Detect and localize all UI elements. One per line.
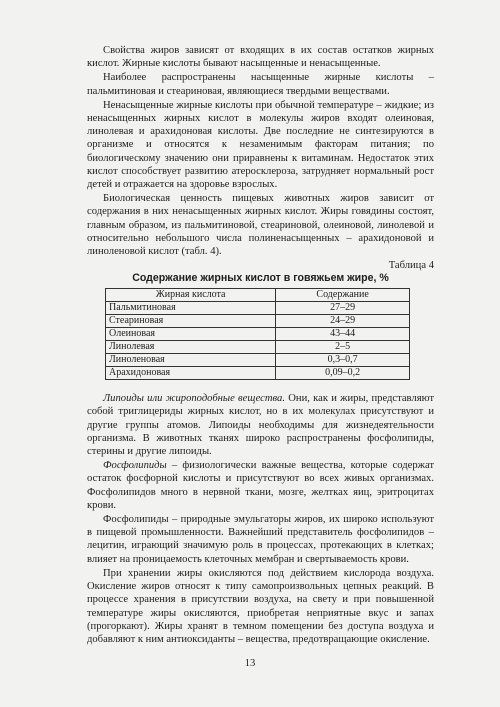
paragraph-oxidation: При хранении жиры окисляются под действием кислорода воздуха. Окисление жиров относят к типу самопроизвольных цепных реакций. В процессе хранения в присутствии воздуха, на свету и при повышенной температуре жиры окисляются, приобретая неприятные вкус и запах (прогоркают). Жиры хранят в темном помещении без доступа воздуха и добавляют к ним антиоксиданты – вещества, предотвращающие окисление. — [87, 567, 434, 645]
table-row — [106, 328, 410, 341]
acid-content: 43–44 — [276, 328, 410, 341]
lipoids-text: Они, как и жиры, представляют собой триглицериды жирных кислот, но в их молекулах присутствуют и другие группы атомов. Липоиды необходимы для жизнедеятельности организма. В животных тканях широко распространены фосфолипиды, стерины и другие липоиды. — [87, 393, 434, 458]
paragraph-emulsifiers: Фосфолипиды – природные эмульгаторы жиров, их широко используют в пищевой промышленности. Важнейший представитель фосфолипидов – лецитин, играющий значимую роль в процессах, протекающих в клетках; влияет на проницаемость клеточных мембран и свертываемость крови. — [87, 514, 434, 565]
acid-name: Линоленовая — [106, 354, 276, 367]
paragraph-biological-value: Биологическая ценность пищевых животных жиров зависит от содержания в них ненасыщенных жирных кислот. Жиры говядины состоят, главным образом, из пальмитиновой, стеариновой, олеиновой, линолевой и относительно небольшого числа полиненасыщенных – арахидоновой и линоленовой кислот (табл. 4). — [87, 193, 434, 258]
paragraph-lipoids — [87, 392, 434, 458]
acid-content: 0,3–0,7 — [276, 354, 410, 367]
table-row — [106, 302, 410, 315]
table-row — [106, 354, 410, 367]
acid-name: Стеариновая — [106, 315, 276, 328]
acid-name: Линолевая — [106, 341, 276, 354]
paragraph-saturated-acids: Наиболее распространены насыщенные жирные кислоты – пальмитиновая и стеариновая, являющиеся твердыми веществами. — [87, 72, 434, 97]
column-header-acid: Жирная кислота — [106, 289, 276, 302]
acid-content: 24–29 — [276, 315, 410, 328]
column-header-content: Содержание — [276, 289, 410, 302]
acid-content: 0,09–0,2 — [276, 367, 410, 380]
paragraph-unsaturated-acids: Ненасыщенные жирные кислоты при обычной температуре – жидкие; из ненасыщенных жирных кислот в молекулы жиров входят олеиновая, линолевая и арахидоновая кислоты. Две последние не синтезируются в организме и относятся к незаменимым факторам питания; по биологическому значению они приравнены к витаминам. Недостаток этих кислот способствует развитию атеросклероза, затрудняет нормальный рост детей и отражается на здоровье взрослых. — [87, 99, 434, 191]
paragraph-fat-properties: Свойства жиров зависят от входящих в их состав остатков жирных кислот. Жирные кислоты бывают насыщенные и ненасыщенные. — [87, 45, 434, 70]
acid-name: Арахидоновая — [106, 367, 276, 380]
table-row — [106, 315, 410, 328]
page-number: 13 — [244, 658, 256, 669]
lipoids-term: Липоиды или жироподобные вещества. — [103, 393, 285, 405]
table-label: Таблица 4 — [388, 260, 434, 272]
table-title: Содержание жирных кислот в говяжьем жире, % — [132, 272, 389, 285]
paragraph-phospholipids — [87, 459, 434, 512]
acid-name: Олеиновая — [106, 328, 276, 341]
table-header-row — [106, 289, 410, 302]
phospholipids-text: – физиологически важные вещества, которые содержат остаток фосфорной кислоты и присутствуют во всех живых организмах. Фосфолипидов много в нервной ткани, мозге, желтках яиц, эритроцитах крови. — [87, 460, 434, 511]
page-content — [87, 44, 434, 646]
table-row — [106, 341, 410, 354]
acid-content: 27–29 — [276, 302, 410, 315]
phospholipids-term: Фосфолипиды — [103, 460, 167, 472]
fatty-acid-table — [105, 288, 410, 380]
acid-content: 2–5 — [276, 341, 410, 354]
acid-name: Пальмитиновая — [106, 302, 276, 315]
table-row — [106, 367, 410, 380]
